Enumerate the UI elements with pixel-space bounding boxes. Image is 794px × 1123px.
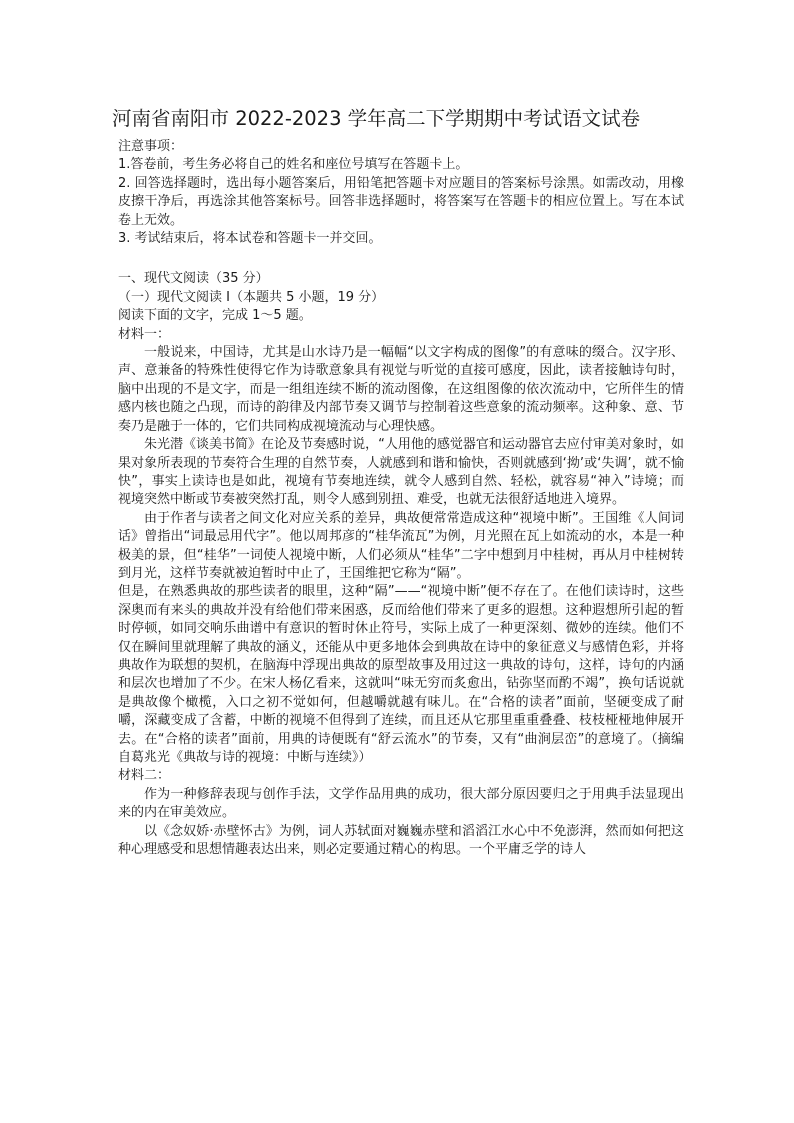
- material1-paragraph-4: 但是，在熟悉典故的那些读者的眼里，这种“隔”——“视境中断”便不存在了。在他们读诗时，这些深奥而有来头的典故并没有给他们带来困惑，反而给他们带来了更多的遐想。这种遐想所引起的暂时停顿，如同交响乐曲谱中有意识的暂时休止符号，实际上成了一种更深刻、微妙的连续。他们不仅在瞬间里就理解了典故的涵义，还能从中更多地体会到典故在诗中的象征意义与感情色彩，并将典故作为联想的契机，在脑海中浮现出典故的原型故事及用过这一典故的诗句，这样，诗句的内涵和层次也增加了不少。在宋人杨亿看来，这就叫“味无穷而炙愈出，钻弥坚而酌不竭”，换句话说就是典故像个橄榄，入口之初不觉如何，但越嚼就越有味儿。在“合格的读者”面前，坚硬变成了耐嚼，深藏变成了含蓄，中断的视境不但得到了连续，而且还从它那里重重叠叠、枝枝桠桠地伸展开去。在“合格的读者”面前，用典的诗便既有“舒云流水”的节奏，又有“曲涧层峦”的意境了。（摘编自葛兆光《典故与诗的视境：中断与连续》）: [118, 584, 684, 765]
- section-heading: 一、现代文阅读（35 分）: [118, 271, 269, 287]
- material1-paragraph-1: 一般说来，中国诗，尤其是山水诗乃是一幅幅“以文字构成的图像”的有意味的缀合。汉字形、声、意兼备的特殊性使得它作为诗歌意象具有视觉与听觉的直接可感度，因此，读者接触诗句时，脑中出现的不是文字，而是一组组连续不断的流动图像，在这组图像的依次流动中，它所伴生的情感内核也随之凸现，而诗的韵律及内部节奏又调节与控制着这些意象的流动频率。这种象、意、节奏乃是融于一体的，它们共同构成视境流动与心理快感。: [118, 345, 684, 434]
- material1-paragraph-2: 朱光潜《谈美书简》在论及节奏感时说，“人用他的感觉器官和运动器官去应付审美对象时，如果对象所表现的节奏符合生理的自然节奏，人就感到和谐和愉快，否则就感到‘拗’或‘失调’，就不愉快”，事实上读诗也是如此，视境有节奏地连续，就令人感到自然、轻松，就容易“神入”诗境；而视境突然中断或节奏被突然打乱，则令人感到别扭、难受，也就无法很舒适地进入境界。: [118, 437, 684, 508]
- notice-item-1: 1.答卷前，考生务必将自己的姓名和座位号填写在答题卡上。: [118, 157, 469, 173]
- reading-instruction: 阅读下面的文字，完成 1～5 题。: [118, 308, 312, 324]
- material2-paragraph-1: 作为一种修辞表现与创作手法，文学作品用典的成功，很大部分原因要归之于用典手法显现出来的内在审美效应。: [118, 786, 684, 821]
- notice-item-2: 2. 回答选择题时，选出每小题答案后，用铅笔把答题卡对应题目的答案标号涂黑。如需改动，用橡皮擦干净后，再选涂其他答案标号。回答非选择题时，将答案写在答题卡的相应位置上。写在本试卷上无效。: [118, 175, 684, 228]
- material2-paragraph-2: 以《念奴娇·赤壁怀古》为例，词人苏轼面对巍巍赤壁和滔滔江水心中不免澎湃，然而如何把这种心理感受和思想情趣表达出来，则必定要通过精心的构思。一个平庸乏学的诗人: [118, 823, 684, 858]
- exam-title: 河南省南阳市 2022-2023 学年高二下学期期中考试语文试卷: [112, 107, 641, 130]
- subsection-heading: （一）现代文阅读 I（本题共 5 小题，19 分）: [118, 289, 385, 305]
- material1-paragraph-3: 由于作者与读者之间文化对应关系的差异，典故便常常造成这种“视境中断”。王国维《人间词话》曾指出“词最忌用代字”。他以周邦彦的“桂华流瓦”为例，月光照在瓦上如流动的水，本是一种极美的景，但“桂华”一词使人视境中断，人们必须从“桂华”二字中想到月中桂树，再从月中桂树转到月光，这样节奏就被迫暂时中止了，王国维把它称为“隔”。: [118, 510, 684, 581]
- exam-page: [112, 106, 684, 859]
- material2-label: 材料二：: [118, 768, 171, 784]
- notice-heading: 注意事项：: [118, 139, 184, 154]
- notice-item-3: 3. 考试结束后，将本试卷和答题卡一并交回。: [118, 231, 382, 247]
- material1-label: 材料一：: [118, 326, 171, 342]
